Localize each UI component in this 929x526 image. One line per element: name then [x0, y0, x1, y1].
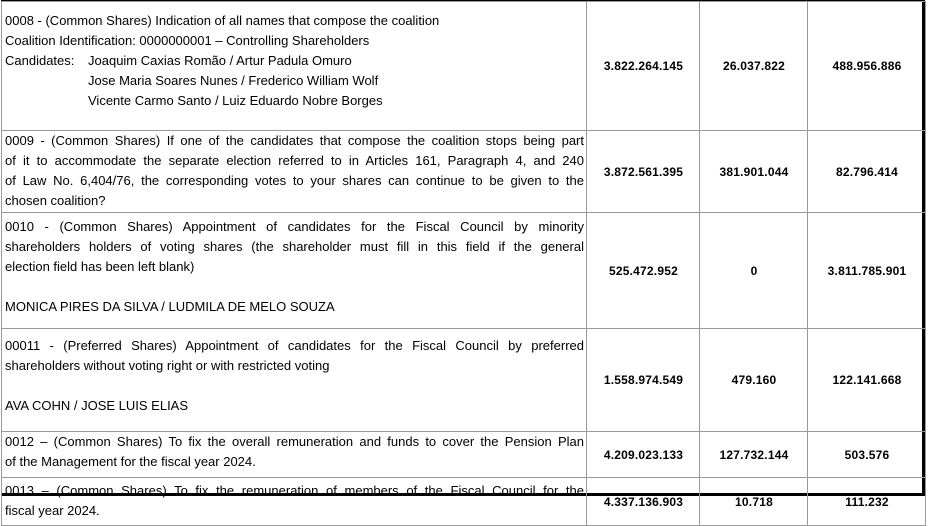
- table-row: [2, 432, 926, 478]
- vote-count-approve: 3.822.264.145: [587, 2, 700, 131]
- item-text-line: fiscal year 2024.: [5, 503, 100, 518]
- item-description: [2, 2, 587, 131]
- item-description: [2, 432, 587, 478]
- item-text-line: election field has been left blank): [5, 259, 195, 274]
- vote-count-reject: 381.901.044: [700, 131, 808, 213]
- table-row: [2, 131, 926, 213]
- item-description: [2, 213, 587, 329]
- candidate-pair: Vicente Carmo Santo / Luiz Eduardo Nobre Borges: [88, 93, 383, 108]
- vote-count-reject: 26.037.822: [700, 2, 808, 131]
- item-text-line: 0012 – (Common Shares) To fix the overall remuneration and funds to cover the Pension Plan: [5, 434, 584, 449]
- voting-results-table: [1, 1, 926, 526]
- table-row: [2, 478, 926, 526]
- vote-count-abstain: 82.796.414: [808, 131, 926, 213]
- item-text-line: shareholders holders of voting shares (the shareholder must fill in this field if the general: [5, 239, 584, 254]
- candidate-pair: Joaquim Caxias Romão / Artur Padula Omuro: [88, 53, 352, 68]
- candidates-first-line: [5, 51, 584, 71]
- table-row: [2, 2, 926, 131]
- vote-count-reject: 479.160: [700, 329, 808, 432]
- item-title: 0008 - (Common Shares) Indication of all names that compose the coalition: [5, 13, 440, 28]
- item-description: [2, 131, 587, 213]
- vote-count-abstain: 111.232: [808, 478, 926, 526]
- item-text-line: shareholders without voting right or with restricted voting: [5, 358, 330, 373]
- item-text-line: 0013 – (Common Shares) To fix the remuneration of members of the Fiscal Council for the: [5, 483, 584, 498]
- item-text-line: of Law No. 6,404/76, the corresponding votes to your shares can continue to be given to the: [5, 173, 584, 188]
- item-text-line: 00011 - (Preferred Shares) Appointment of candidates for the Fiscal Council by preferred: [5, 338, 584, 353]
- candidate-pair: Jose Maria Soares Nunes / Frederico William Wolf: [88, 73, 379, 88]
- item-text-line: chosen coalition?: [5, 193, 106, 208]
- item-description: [2, 478, 587, 526]
- fiscal-council-candidates: MONICA PIRES DA SILVA / LUDMILA DE MELO SOUZA: [5, 299, 335, 314]
- vote-count-approve: 1.558.974.549: [587, 329, 700, 432]
- candidates-label: Candidates:: [5, 53, 75, 68]
- spacer: [5, 277, 584, 297]
- vote-count-approve: 4.337.136.903: [587, 478, 700, 526]
- vote-count-abstain: 122.141.668: [808, 329, 926, 432]
- item-text-line: of it to accommodate the separate election referred to in Articles 161, Paragraph 4, and 240: [5, 153, 584, 168]
- vote-count-reject: 0: [700, 213, 808, 329]
- fiscal-council-candidates: AVA COHN / JOSE LUIS ELIAS: [5, 398, 189, 413]
- coalition-identification: Coalition Identification: 0000000001 – Controlling Shareholders: [5, 33, 370, 48]
- table-row: [2, 213, 926, 329]
- item-text-line: 0009 - (Common Shares) If one of the candidates that compose the coalition stops being part: [5, 133, 584, 148]
- vote-count-abstain: 3.811.785.901: [808, 213, 926, 329]
- vote-count-abstain: 488.956.886: [808, 2, 926, 131]
- vote-count-reject: 127.732.144: [700, 432, 808, 478]
- vote-count-reject: 10.718: [700, 478, 808, 526]
- item-text-line: of the Management for the fiscal year 2024.: [5, 454, 256, 469]
- vote-count-approve: 525.472.952: [587, 213, 700, 329]
- table-row: [2, 329, 926, 432]
- item-description: [2, 329, 587, 432]
- spacer: [5, 376, 584, 396]
- vote-count-approve: 3.872.561.395: [587, 131, 700, 213]
- vote-count-abstain: 503.576: [808, 432, 926, 478]
- item-text-line: 0010 - (Common Shares) Appointment of candidates for the Fiscal Council by minority: [5, 219, 584, 234]
- vote-count-approve: 4.209.023.133: [587, 432, 700, 478]
